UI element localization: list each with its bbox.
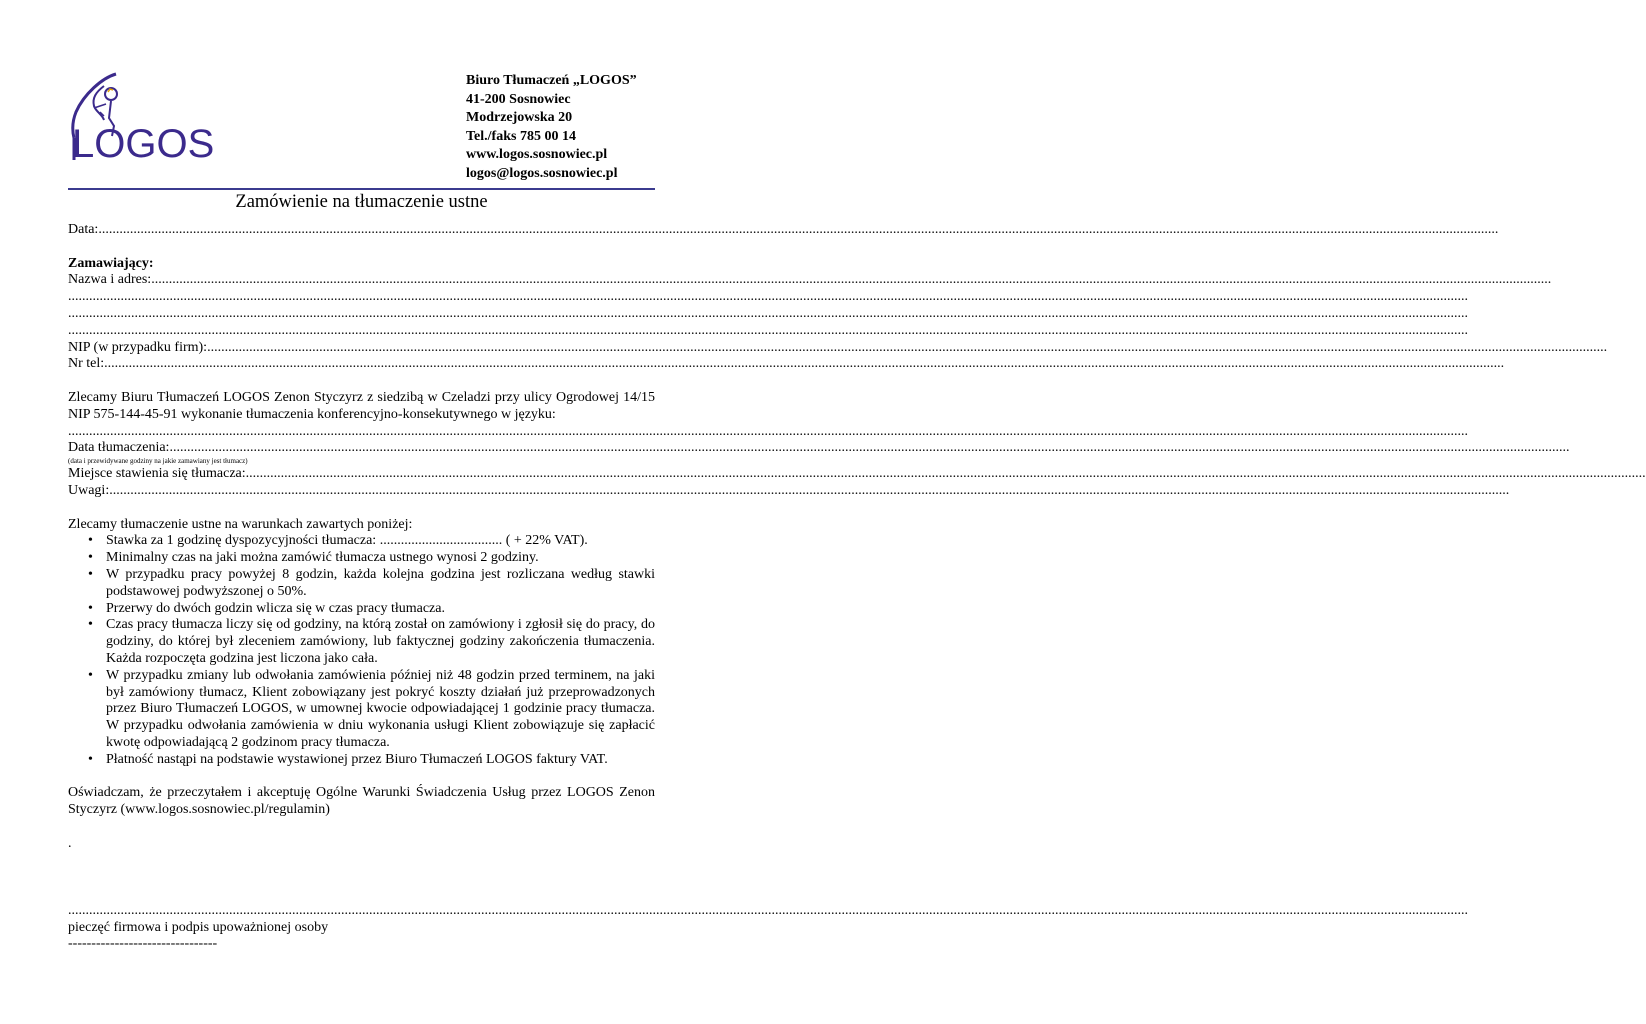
phone-label: Nr tel:: [68, 356, 105, 372]
name-address-label: Nazwa i adres:: [68, 272, 152, 288]
translation-date-field[interactable]: Data tłumaczenia: ................................................................................................................................................................................................................................................................................................................................................................................................................: [68, 440, 1570, 456]
list-item: [68, 567, 655, 601]
company-postcode-city: 41-200 Sosnowiec: [466, 91, 571, 107]
condition-text: Stawka za 1 godzinę dyspozycyjności tłumacza: ................................... ( + 22% VAT).: [106, 533, 588, 549]
company-email[interactable]: logos@logos.sosnowiec.pl: [466, 165, 618, 181]
bullet-icon: •: [88, 617, 93, 633]
translation-date-label: Data tłumaczenia:: [68, 440, 170, 456]
nip-label: NIP (w przypadku firm):: [68, 339, 208, 355]
date-label: Data:: [68, 222, 99, 237]
bullet-icon: •: [88, 550, 93, 566]
signature-label: pieczęć firmowa i podpis upoważnionej osoby: [68, 919, 329, 935]
language-line[interactable]: ................................................................................................................................................................................................................................................................................................................................................................................................................: [68, 423, 1468, 439]
signature-line[interactable]: ................................................................................................................................................................................................................................................................................................................................................................................................................: [68, 902, 1468, 918]
list-item: [68, 533, 655, 550]
remarks-field[interactable]: Uwagi: ................................................................................................................................................................................................................................................................................................................................................................................................................: [68, 482, 1510, 498]
nip-field[interactable]: NIP (w przypadku firm): ................................................................................................................................................................................................................................................................................................................................................................................................................: [68, 339, 1608, 355]
company-name: Biuro Tłumaczeń „LOGOS”: [466, 73, 637, 88]
place-label: Miejsce stawienia się tłumacza:: [68, 466, 246, 482]
translation-date-note: (data i przewidywane godziny na jakie zamawiany jest tłumacz): [68, 457, 248, 466]
condition-text: W przypadku zmiany lub odwołania zamówienia później niż 48 godzin przed terminem, na jaki był zamówiony tłumacz, Klient zobowiązany jest pokryć koszty działań już przeprowadzonych przez Biuro Tłumaczeń LOGOS, w umownej kwocie odpowiadającej 1 godzinie pracy tłumacza. W przypadku odwołania zamówienia w dniu wykonania usługi Klient zobowiązuje się zapłacić kwotę odpowiadającą 2 godzinom pracy tłumacza.: [106, 667, 655, 750]
signature-dashes: --------------------------------: [68, 936, 218, 952]
address-line[interactable]: ................................................................................................................................................................................................................................................................................................................................................................................................................: [68, 305, 1468, 321]
name-address-field[interactable]: Nazwa i adres: ................................................................................................................................................................................................................................................................................................................................................................................................................: [68, 272, 1552, 288]
client-heading: Zamawiający:: [68, 255, 154, 271]
condition-text: Płatność nastąpi na podstawie wystawionej przez Biuro Tłumaczeń LOGOS faktury VAT.: [106, 751, 608, 767]
condition-text: Minimalny czas na jaki można zamówić tłumacza ustnego wynosi 2 godziny.: [106, 550, 539, 566]
bullet-icon: •: [88, 533, 93, 549]
bullet-icon: •: [88, 667, 93, 683]
condition-text: Czas pracy tłumacza liczy się od godziny, na którą został on zamówiony i zgłosił się do pracy, do godziny, do której był zleceniem zamówiony, lub faktycznej godziny zakończenia tłumaczenia. Każda rozpoczęta godzina jest liczona jako cała.: [106, 617, 655, 666]
condition-text: Przerwy do dwóch godzin wlicza się w czas pracy tłumacza.: [106, 600, 445, 616]
company-street: Modrzejowska 20: [466, 110, 573, 125]
document-body: [68, 222, 1646, 953]
date-field[interactable]: Data: ................................................................................................................................................................................................................................................................................................................................................................................................................: [68, 222, 1499, 237]
place-field[interactable]: Miejsce stawienia się tłumacza: ................................................................................................................................................................................................................................................................................................................................................................................................................: [68, 466, 1646, 482]
declaration-paragraph: Oświadczam, że przeczytałem i akceptuję Ogólne Warunki Świadczenia Usług przez LOGOS Zenon Styczyrz (www.logos.sosnowiec.pl/regulamin): [68, 785, 655, 818]
company-website[interactable]: www.logos.sosnowiec.pl: [466, 147, 608, 162]
stray-dot: .: [68, 835, 72, 851]
document-title: Zamówienie na tłumaczenie ustne: [235, 192, 488, 212]
order-paragraph: Zlecamy Biuru Tłumaczeń LOGOS Zenon Styczyrz z siedzibą w Czeladzi przy ulicy Ogrodowej 14/15 NIP 575-144-45-91 wykonanie tłumaczenia konferencyjno-konsekutywnego w języku:: [68, 389, 655, 422]
company-address-block: [466, 72, 637, 183]
list-item: [68, 601, 655, 618]
bullet-icon: •: [88, 751, 93, 767]
logo-text: LOGOS: [72, 122, 215, 166]
list-item: [68, 617, 655, 667]
condition-text: W przypadku pracy powyżej 8 godzin, każda kolejna godzina jest rozliczana według stawki podstawowej podwyższonej o 50%.: [106, 566, 655, 599]
list-item: [68, 752, 655, 769]
list-item: [68, 550, 655, 567]
remarks-label: Uwagi:: [68, 482, 110, 498]
phone-field[interactable]: Nr tel: ................................................................................................................................................................................................................................................................................................................................................................................................................: [68, 356, 1505, 372]
list-item: [68, 668, 655, 752]
company-phone: Tel./faks 785 00 14: [466, 128, 576, 144]
bullet-icon: •: [88, 566, 93, 582]
address-line[interactable]: ................................................................................................................................................................................................................................................................................................................................................................................................................: [68, 289, 1468, 305]
conditions-list: [68, 533, 655, 768]
conditions-intro: Zlecamy tłumaczenie ustne na warunkach zawartych poniżej:: [68, 516, 413, 532]
address-line[interactable]: ................................................................................................................................................................................................................................................................................................................................................................................................................: [68, 322, 1468, 338]
bullet-icon: •: [88, 600, 93, 616]
